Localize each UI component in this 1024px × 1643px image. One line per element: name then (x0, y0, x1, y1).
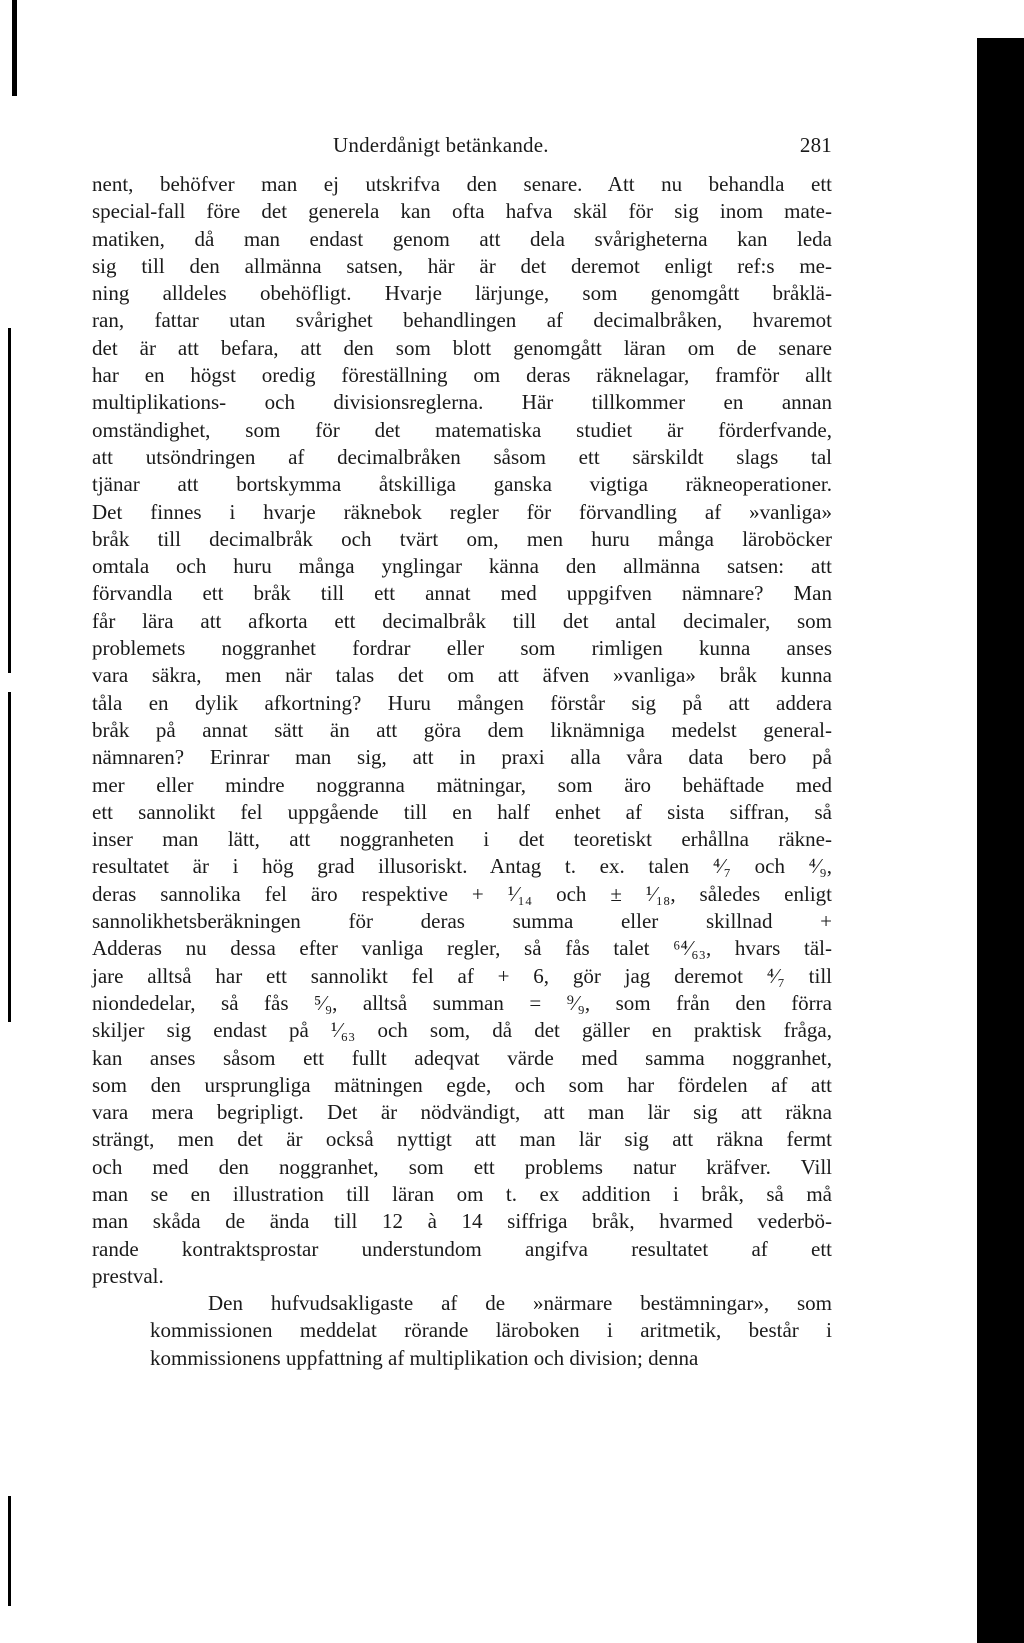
text-line: som den ursprungliga mätningen egde, och som har fördelen af att (92, 1072, 832, 1097)
scan-edge-mark (8, 328, 11, 673)
paragraph (92, 1290, 832, 1372)
text-line: deras sannolika fel äro respektive + ¹⁄₁₄ och ± ¹⁄₁₈, således enligt (92, 881, 832, 906)
text-line: bråk på annat sätt än att göra dem liknämniga medelst general- (92, 717, 832, 742)
book-page (92, 125, 832, 1372)
scan-edge-mark (12, 0, 17, 96)
text-line: inser man lätt, att noggranheten i det teoretiskt erhållna räkne- (92, 827, 832, 852)
text-line: mer eller mindre noggranna mätningar, som äro behäftade med (92, 772, 832, 797)
text-line: nämnaren? Erinrar man sig, att in praxi alla våra data bero på (92, 745, 832, 770)
text-line: förvandla ett bråk till ett annat med uppgifven nämnare? Man (92, 581, 832, 606)
text-line: man skåda de ända till 12 à 14 siffriga bråk, hvarmed vederbö- (92, 1209, 832, 1234)
text-line: sig till den allmänna satsen, här är det deremot enligt ref:s me- (92, 253, 832, 278)
text-line: har en högst oredig föreställning om deras räknelagar, framför allt (92, 363, 832, 388)
text-line: sannolikhetsberäkningen för deras summa eller skillnad + (92, 909, 832, 934)
text-line: att utsöndringen af decimalbråken såsom ett särskildt slags tal (92, 444, 832, 469)
text-line: skiljer sig endast på ¹⁄₆₃ och som, då det gäller en praktisk fråga, (92, 1018, 832, 1043)
text-line: tåla en dylik afkortning? Huru mången förstår sig på att addera (92, 690, 832, 715)
text-line: man se en illustration till läran om t. ex addition i bråk, så må (92, 1181, 832, 1206)
text-line: och med den noggranhet, som ett problems natur kräfver. Vill (92, 1154, 832, 1179)
scan-edge-border (977, 38, 1024, 1643)
text-line: vara säkra, men när talas det om att äfven »vanliga» bråk kunna (92, 663, 832, 688)
text-line: bråk till decimalbråk och tvärt om, men huru många läroböcker (92, 526, 832, 551)
text-line: kan anses såsom ett fullt adeqvat värde med samma noggranhet, (92, 1045, 832, 1070)
text-line: prestval. (92, 1263, 164, 1288)
text-line: det är att befara, att den som blott genomgått läran om de senare (92, 335, 832, 360)
scan-edge-mark (8, 692, 11, 1022)
text-line: nent, behöfver man ej utskrifva den senare. Att nu behandla ett (92, 172, 832, 196)
text-line: Den hufvudsakligaste af de »närmare bestämningar», som (208, 1291, 832, 1316)
text-line: ett sannolikt fel uppgående till en half enhet af sista siffran, så (92, 799, 832, 824)
text-line: niondedelar, så fås ⁵⁄₉, alltså summan = ⁹⁄₉, som från den förra (92, 990, 832, 1015)
text-line: ning alldeles obehöfligt. Hvarje lärjunge, som genomgått bråklä- (92, 281, 832, 306)
text-line: special-fall före det generela kan ofta hafva skäl för sig inom mate- (92, 199, 832, 224)
text-line: Det finnes i hvarje räknebok regler för förvandling af »vanliga» (92, 499, 832, 524)
text-line: Adderas nu dessa efter vanliga regler, så fås talet ⁶⁴⁄₆₃, hvars täl- (92, 936, 832, 961)
text-line: matiken, då man endast genom att dela svårigheterna kan leda (92, 226, 832, 251)
text-line: kommissionens uppfattning af multiplikation och division; denna (150, 1345, 699, 1370)
text-line: multiplikations- och divisionsreglerna. Här tillkommer en annan (92, 390, 832, 415)
text-line: rande kontraktsprostar understundom angifva resultatet af ett (92, 1236, 832, 1261)
text-line: omtala och huru många ynglingar känna den allmänna satsen: att (92, 554, 832, 579)
text-line: kommissionen meddelat rörande läroboken i aritmetik, består i (150, 1318, 832, 1343)
page-header (92, 125, 832, 171)
text-line: jare alltså har ett sannolikt fel af + 6, gör jag deremot ⁴⁄₇ till (92, 963, 832, 988)
text-line: omständighet, som för det matematiska studiet är förderfvande, (92, 417, 832, 442)
text-line: ran, fattar utan svårighet behandlingen af decimalbråken, hvaremot (92, 308, 832, 333)
body-text (92, 171, 832, 1372)
page-number: 281 (799, 133, 832, 157)
paragraph (92, 171, 832, 1290)
text-line: strängt, men det är också nyttigt att man lär sig att räkna fermt (92, 1127, 832, 1152)
text-line: vara mera begripligt. Det är nödvändigt, att man lär sig att räkna (92, 1100, 832, 1125)
scan-edge-mark (8, 1496, 11, 1606)
text-line: resultatet är i hög grad illusoriskt. Antag t. ex. talen ⁴⁄₇ och ⁴⁄₉, (92, 854, 832, 879)
running-title: Underdånigt betänkande. (333, 133, 549, 157)
text-line: problemets noggranhet fordrar eller som rimligen kunna anses (92, 636, 832, 661)
text-line: får lära att afkorta ett decimalbråk till det antal decimaler, som (92, 608, 832, 633)
text-line: tjänar att bortskymma åtskilliga ganska vigtiga räkneoperationer. (92, 472, 832, 497)
